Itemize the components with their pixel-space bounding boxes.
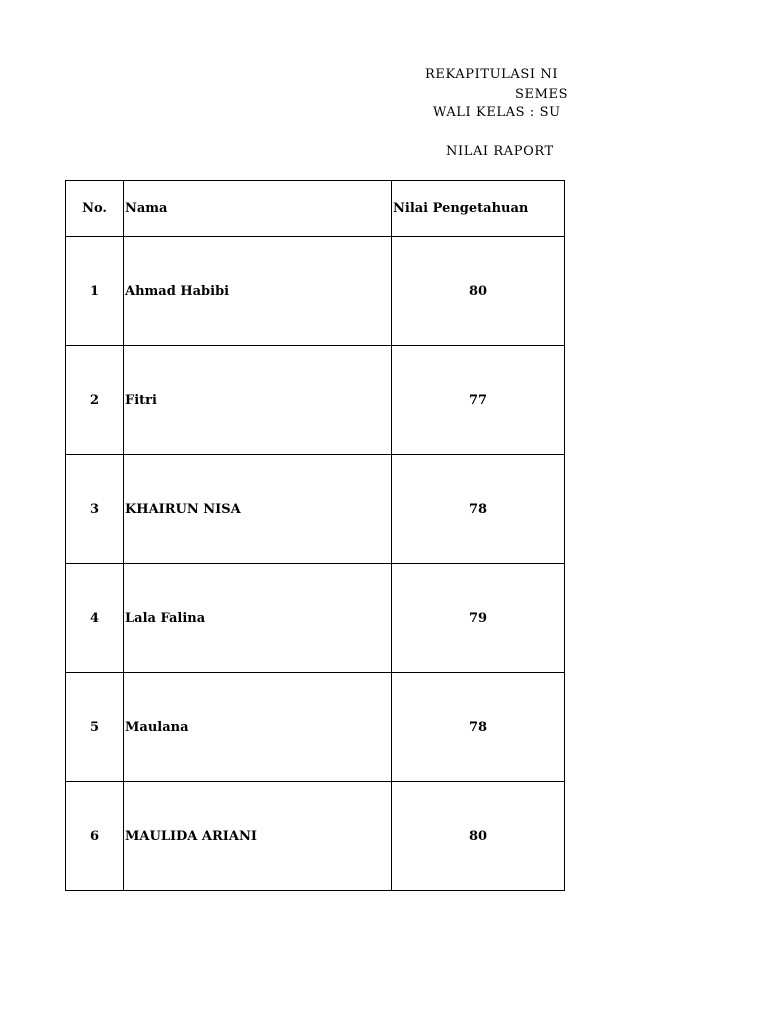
- cell-nama: Ahmad Habibi: [124, 237, 392, 346]
- cell-nilai: 79: [392, 564, 565, 673]
- column-header-no: No.: [66, 181, 124, 237]
- section-title: NILAI RAPORT: [446, 144, 554, 159]
- cell-no: 5: [66, 673, 124, 782]
- table-row: [66, 346, 565, 455]
- grades-table: [65, 180, 565, 891]
- cell-nama: Maulana: [124, 673, 392, 782]
- cell-no: 3: [66, 455, 124, 564]
- table-row: [66, 237, 565, 346]
- cell-nama: Lala Falina: [124, 564, 392, 673]
- cell-no: 1: [66, 237, 124, 346]
- cell-no: 4: [66, 564, 124, 673]
- column-header-nama: Nama: [124, 181, 392, 237]
- table-row: [66, 564, 565, 673]
- cell-nilai: 77: [392, 346, 565, 455]
- cell-no: 2: [66, 346, 124, 455]
- cell-nilai: 80: [392, 782, 565, 891]
- table-row: [66, 673, 565, 782]
- cell-nama: Fitri: [124, 346, 392, 455]
- table-row: [66, 455, 565, 564]
- homeroom-teacher-label: WALI KELAS : SU: [433, 105, 561, 120]
- report-title: REKAPITULASI NI: [425, 67, 559, 82]
- table-row: [66, 782, 565, 891]
- cell-nilai: 78: [392, 455, 565, 564]
- semester-label: SEMES: [515, 87, 569, 102]
- cell-nama: MAULIDA ARIANI: [124, 782, 392, 891]
- cell-nama: KHAIRUN NISA: [124, 455, 392, 564]
- table-header-row: [66, 181, 565, 237]
- cell-no: 6: [66, 782, 124, 891]
- cell-nilai: 80: [392, 237, 565, 346]
- column-header-nilai-pengetahuan: Nilai Pengetahuan: [392, 181, 565, 237]
- cell-nilai: 78: [392, 673, 565, 782]
